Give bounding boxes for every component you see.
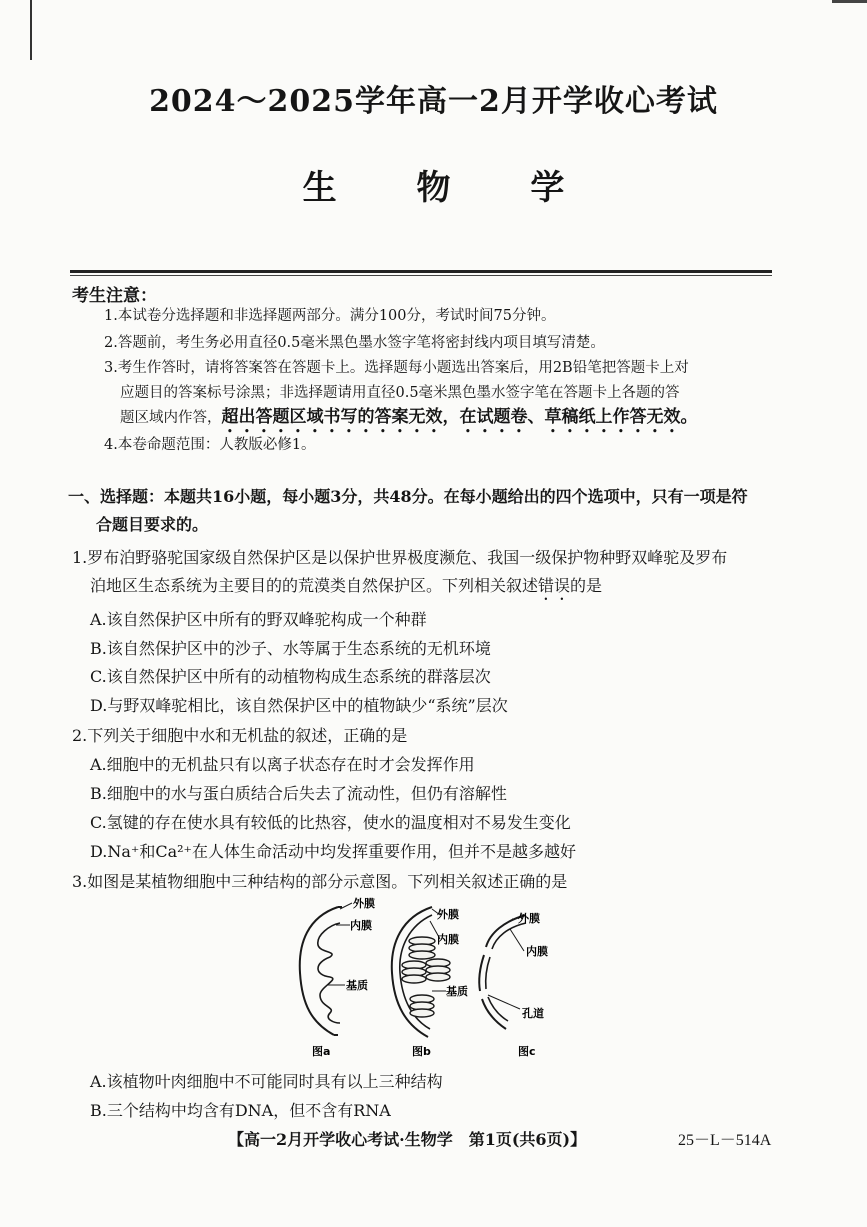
notice-item-3-last bbox=[120, 402, 698, 437]
q3-option-b: B.三个结构中均含有DNA，但不含有RNA bbox=[90, 1101, 391, 1120]
figure-a-caption: 图a bbox=[312, 1045, 331, 1058]
q1-stem-text: 泊地区生态系统为主要目的的荒漠类自然保护区。下列相关叙述 bbox=[90, 576, 539, 595]
q3-option-a: A.该植物叶肉细胞中不可能同时具有以上三种结构 bbox=[90, 1072, 443, 1091]
figure-b-inner-label: 内膜 bbox=[437, 933, 459, 946]
q1-keyword: 错误 bbox=[538, 576, 571, 595]
q2-stem: 2.下列关于细胞中水和无机盐的叙述，正确的是 bbox=[72, 726, 408, 745]
figure-a-inner-label: 内膜 bbox=[350, 919, 372, 932]
page-footer: 【高一2月开学收心考试·生物学 第1页(共6页)】 bbox=[228, 1130, 587, 1149]
notice-item-4: 4.本卷命题范围：人教版必修1。 bbox=[104, 437, 316, 453]
notice-heading: 考生注意： bbox=[72, 286, 157, 306]
figure-c-inner-pointer bbox=[510, 929, 524, 951]
q1-stem-end: 的是 bbox=[570, 576, 603, 595]
figure-a-mitochondrion bbox=[300, 907, 342, 1035]
figure-c-inner-label: 内膜 bbox=[526, 945, 548, 958]
figure-b-caption: 图b bbox=[412, 1045, 431, 1058]
figure-b-grana bbox=[402, 937, 450, 1017]
figure-a-outer-label: 外膜 bbox=[353, 897, 375, 910]
notice-item-3-tail: 题区域内作答， bbox=[120, 410, 222, 426]
scan-corner-mark bbox=[832, 0, 867, 9]
q1-option-d: D.与野双峰驼相比，该自然保护区中的植物缺少“系统”层次 bbox=[90, 696, 508, 715]
q3-stem: 3.如图是某植物细胞中三种结构的部分示意图。下列相关叙述正确的是 bbox=[72, 872, 568, 891]
exam-title: 2024～2025学年高一2月开学收心考试 bbox=[149, 84, 718, 119]
divider-thin bbox=[70, 275, 772, 276]
notice-emphasis: 超出答题区域书写的答案无效，在试题卷、草稿纸上作答无效。 bbox=[221, 407, 698, 427]
scan-edge-mark bbox=[30, 0, 32, 60]
subject-title: 生 物 学 bbox=[302, 168, 599, 208]
figure-c-pore-label: 孔道 bbox=[522, 1007, 544, 1020]
divider-thick bbox=[70, 270, 772, 273]
notice-item-3-cont: 应题目的答案标号涂黑；非选择题请用直径0.5毫米黑色墨水签字笔在答题卡上各题的答 bbox=[120, 385, 680, 401]
figure-a-matrix-label: 基质 bbox=[346, 979, 368, 992]
organelle-figure bbox=[290, 895, 590, 1065]
q1-stem: 1.罗布泊野骆驼国家级自然保护区是以保护世界极度濒危、我国一级保护物种野双峰驼及罗布 bbox=[72, 548, 728, 567]
q2-option-c: C.氢键的存在使水具有较低的比热容，使水的温度相对不易发生变化 bbox=[90, 813, 571, 832]
figure-c-outer-label: 外膜 bbox=[518, 912, 540, 925]
notice-item-3: 3.考生作答时，请将答案答在答题卡上。选择题每小题选出答案后，用2B铅笔把答题卡上对 bbox=[104, 360, 689, 376]
paper-code: 25－L－514A bbox=[678, 1132, 772, 1149]
figure-b-matrix-label: 基质 bbox=[446, 985, 468, 998]
q1-option-a: A.该自然保护区中所有的野双峰驼构成一个种群 bbox=[90, 610, 427, 629]
figure-c-caption: 图c bbox=[518, 1045, 536, 1058]
q2-option-a: A.细胞中的无机盐只有以离子状态存在时才会发挥作用 bbox=[90, 755, 475, 774]
q1-stem-cont bbox=[90, 573, 602, 604]
q1-option-c: C.该自然保护区中所有的动植物构成生态系统的群落层次 bbox=[90, 667, 491, 686]
notice-item-2: 2.答题前，考生务必用直径0.5毫米黑色墨水签字笔将密封线内项目填写清楚。 bbox=[104, 335, 605, 351]
figure-c-nuclear-envelope bbox=[479, 915, 526, 1029]
q1-option-b: B.该自然保护区中的沙子、水等属于生态系统的无机环境 bbox=[90, 639, 491, 658]
notice-item-1: 1.本试卷分选择题和非选择题两部分。满分100分，考试时间75分钟。 bbox=[104, 308, 556, 324]
figure-b-outer-label: 外膜 bbox=[437, 908, 459, 921]
section-heading-cont: 合题目要求的。 bbox=[96, 515, 209, 534]
q2-option-b: B.细胞中的水与蛋白质结合后失去了流动性，但仍有溶解性 bbox=[90, 784, 507, 803]
q2-option-d: D.Na⁺和Ca²⁺在人体生命活动中均发挥重要作用，但并不是越多越好 bbox=[90, 842, 576, 861]
section-heading: 一、选择题：本题共16小题，每小题3分，共48分。在每小题给出的四个选项中，只有一项是符 bbox=[68, 487, 748, 506]
